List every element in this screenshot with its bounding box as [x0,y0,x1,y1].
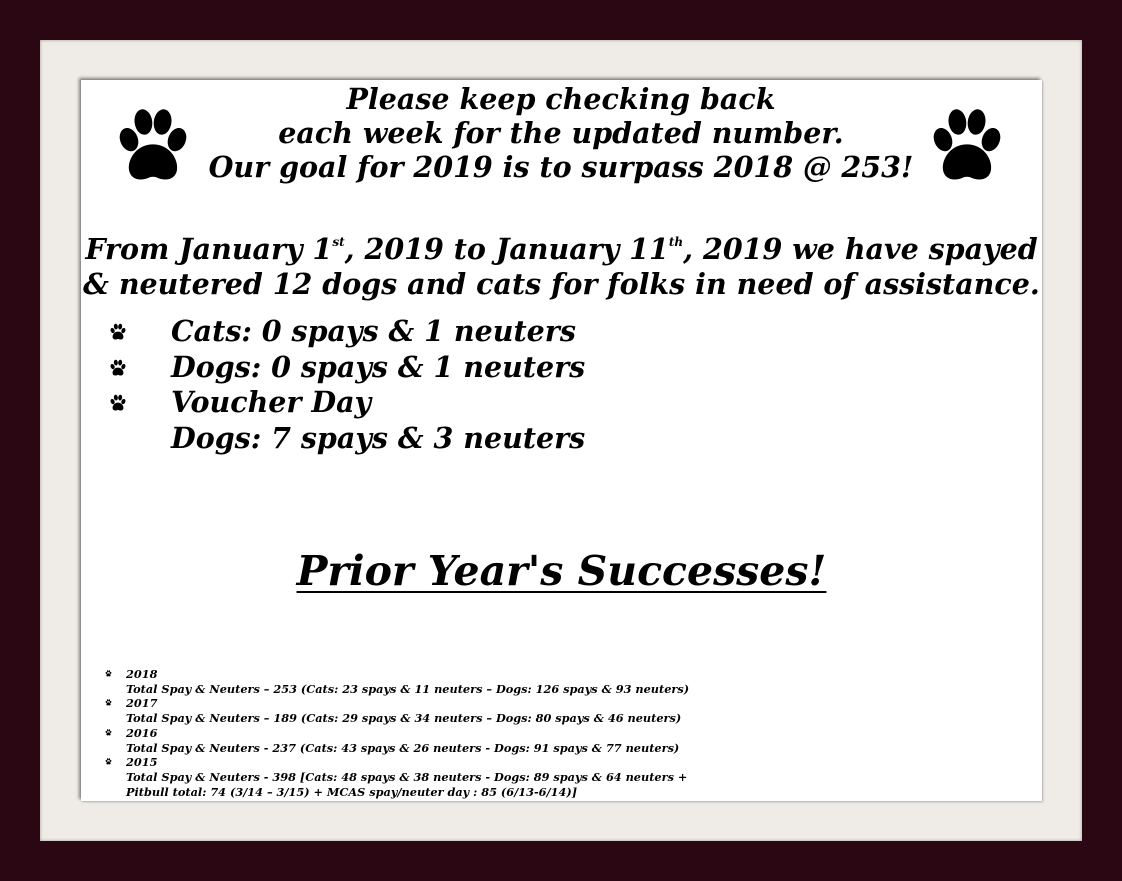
paw-print-icon [927,106,1007,186]
prior-year-item [101,696,1031,725]
intro-line: each week for the updated number. [278,116,844,150]
prior-year-totals: Total Spay & Neuters – 189 (Cats: 29 spays & 34 neuters – Dogs: 80 spays & 46 neuters) [126,711,682,726]
breakdown-item [105,421,1005,457]
prior-year-item [101,667,1031,696]
prior-year-totals: Pitbull total: 74 (3/14 – 3/15) + MCAS spay/neuter day : 85 (6/13-6/14)] [126,784,578,799]
breakdown-item [105,385,1005,421]
intro-message [201,82,921,184]
notice-page [81,80,1042,801]
ordinal-suffix: st [332,235,345,249]
paw-bullet-icon [109,323,127,341]
prior-year-totals: Total Spay & Neuters - 398 [Cats: 48 spays & 38 neuters - Dogs: 89 spays & 64 neuters + [126,769,688,784]
paw-print-icon [113,106,193,186]
prior-year-item [101,726,1031,755]
paw-bullet-icon [109,394,127,412]
paw-bullet-icon [105,699,112,706]
breakdown-text: Cats: 0 spays & 1 neuters [171,314,576,348]
ordinal-suffix: th [668,235,684,249]
prior-years-heading: Prior Year's Successes! [296,547,827,595]
prior-year-label: 2016 [126,725,158,740]
goal-line: Our goal for 2019 is to surpass 2018 @ 253! [208,150,914,184]
breakdown-item [105,350,1005,386]
breakdown-text: Dogs: 7 spays & 3 neuters [171,420,586,455]
range-text: , 2019 we have spayed [683,232,1038,266]
intro-line: Please keep checking back [346,82,776,116]
range-line: & neutered 12 dogs and cats for folks in need of assistance. [83,266,1040,301]
prior-year-totals: Total Spay & Neuters - 237 (Cats: 43 spays & 26 neuters - Dogs: 91 spays & 77 neuters) [126,740,680,755]
breakdown-text: Voucher Day [171,385,372,419]
prior-year-label: 2017 [126,696,158,711]
prior-year-label: 2015 [126,755,158,770]
paw-bullet-icon [109,359,127,377]
paw-bullet-icon [105,729,112,736]
prior-year-label: 2018 [126,667,158,681]
paw-bullet-icon [105,758,112,765]
breakdown-item [105,314,1005,350]
current-year-breakdown [105,314,1005,456]
date-range-summary [81,225,1042,301]
prior-years-list [101,667,1031,799]
paw-bullet-icon [105,670,112,677]
prior-year-totals: Total Spay & Neuters – 253 (Cats: 23 spays & 11 neuters – Dogs: 126 spays & 93 neuters) [126,681,690,696]
range-text: From January 1 [85,232,333,266]
range-text: , 2019 to January 11 [344,232,669,266]
prior-year-item [101,755,1031,799]
range-line [81,225,1042,267]
breakdown-text: Dogs: 0 spays & 1 neuters [171,349,586,384]
